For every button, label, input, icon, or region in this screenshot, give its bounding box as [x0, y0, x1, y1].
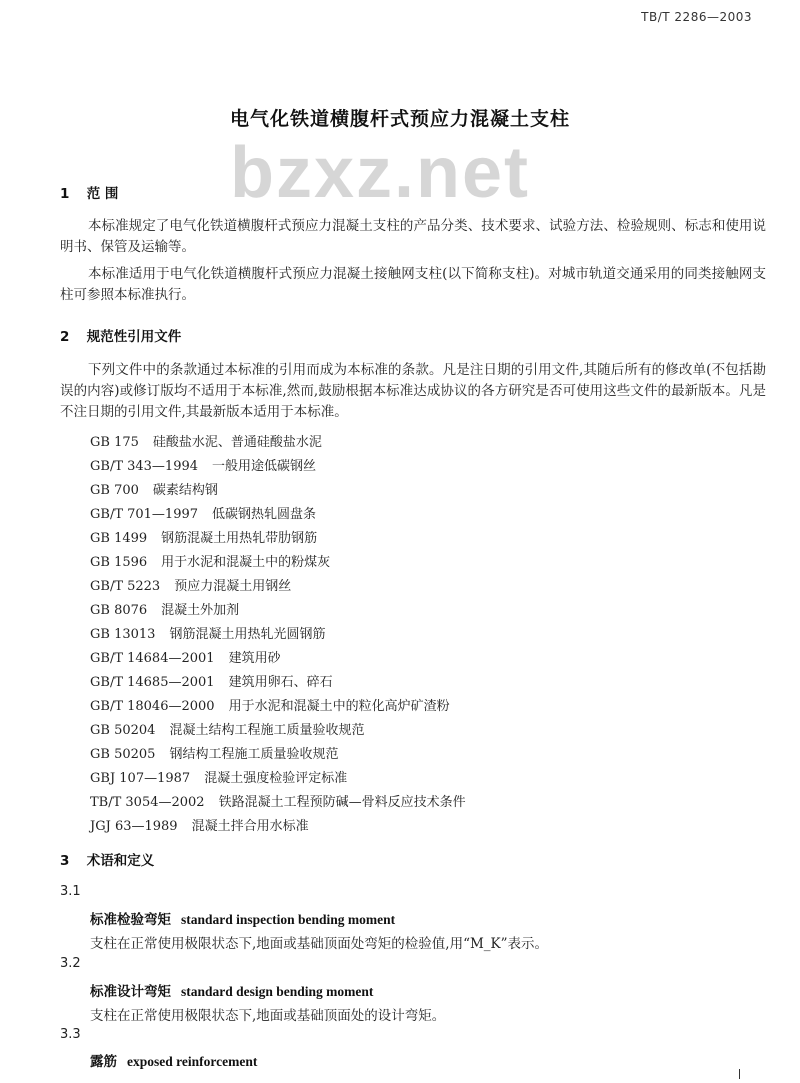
term-definition: 支柱在正常使用极限状态下,地面或基础顶面处弯矩的检验值,用“M_K”表示。	[90, 936, 549, 952]
section-number: 3	[60, 853, 70, 869]
reference-item	[90, 551, 330, 570]
reference-item	[90, 743, 338, 762]
standard-number: TB/T 2286—2003	[641, 10, 752, 24]
clause-number: 3.1	[60, 884, 81, 899]
section-number: 2	[60, 329, 70, 345]
reference-name: 预应力混凝土用钢丝	[174, 579, 292, 594]
term-zh: 标准设计弯矩	[90, 984, 171, 1000]
section-2-paragraph: 下列文件中的条款通过本标准的引用而成为本标准的条款。凡是注日期的引用文件,其随后所有的修改单(不包括勘误的内容)或修订版均不适用于本标准,然而,鼓励根据本标准达成协议的各方研究是否可使用这些文件的最新版本。凡是不注日期的引用文件,其最新版本适用于本标准。	[60, 362, 766, 420]
document-title: 电气化铁道横腹杆式预应力混凝土支柱	[229, 108, 570, 130]
reference-name: 混凝土外加剂	[161, 603, 240, 618]
reference-name: 混凝土结构工程施工质量验收规范	[169, 723, 365, 738]
section-title: 规范性引用文件	[86, 329, 182, 345]
term-zh: 露筋	[90, 1054, 117, 1070]
reference-code: JGJ 63—1989	[90, 819, 178, 834]
reference-code: GB 50204	[90, 723, 156, 738]
section-3-heading	[60, 849, 154, 869]
reference-code: GB 1499	[90, 531, 148, 546]
term-en: exposed reinforcement	[127, 1054, 258, 1069]
term-heading	[90, 1050, 257, 1070]
reference-name: 用于水泥和混凝土中的粒化高炉矿渣粉	[228, 699, 450, 714]
section-1-heading	[60, 182, 118, 202]
reference-item	[90, 671, 333, 690]
reference-item	[90, 815, 309, 834]
reference-item	[90, 623, 325, 642]
reference-item	[90, 527, 317, 546]
reference-code: GB 1596	[90, 555, 148, 570]
reference-name: 钢筋混凝土用热轧带肋钢筋	[161, 531, 318, 546]
clause-number: 3.3	[60, 1027, 81, 1042]
reference-code: GB 175	[90, 435, 139, 450]
reference-code: GBJ 107—1987	[90, 771, 191, 786]
reference-code: GB 50205	[90, 747, 156, 762]
section-title: 术语和定义	[86, 853, 155, 869]
term-heading	[90, 980, 373, 1000]
term-en: standard design bending moment	[181, 984, 374, 999]
term-en: standard inspection bending moment	[181, 912, 396, 927]
reference-code: GB/T 343—1994	[90, 459, 199, 474]
reference-item	[90, 479, 218, 498]
reference-item	[90, 431, 322, 450]
section-1-paragraph-1: 本标准规定了电气化铁道横腹杆式预应力混凝土支柱的产品分类、技术要求、试验方法、检验规则、标志和使用说明书、保管及运输等。	[60, 218, 766, 255]
reference-name: 铁路混凝土工程预防碱—骨料反应技术条件	[218, 795, 466, 810]
reference-item	[90, 791, 466, 810]
section-number: 1	[60, 186, 70, 202]
clause-number: 3.2	[60, 956, 81, 971]
reference-code: GB/T 701—1997	[90, 507, 199, 522]
term-heading	[90, 908, 395, 928]
reference-name: 钢结构工程施工质量验收规范	[169, 747, 339, 762]
reference-code: GB 8076	[90, 603, 148, 618]
reference-name: 建筑用砂	[228, 651, 281, 666]
reference-item	[90, 599, 239, 618]
section-1-paragraph-2: 本标准适用于电气化铁道横腹杆式预应力混凝土接触网支柱(以下简称支柱)。对城市轨道交通采用的同类接触网支柱可参照本标准执行。	[60, 266, 766, 303]
section-title: 范 围	[86, 186, 119, 202]
reference-code: GB/T 5223	[90, 579, 161, 594]
reference-code: GB 13013	[90, 627, 156, 642]
reference-name: 碳素结构钢	[152, 483, 218, 498]
reference-item	[90, 695, 450, 714]
reference-item	[90, 503, 316, 522]
page-corner-mark	[739, 1069, 740, 1079]
reference-code: GB/T 14684—2001	[90, 651, 215, 666]
reference-name: 用于水泥和混凝土中的粉煤灰	[161, 555, 331, 570]
reference-code: GB/T 18046—2000	[90, 699, 215, 714]
reference-item	[90, 719, 364, 738]
reference-name: 混凝土强度检验评定标准	[204, 771, 348, 786]
reference-item	[90, 575, 291, 594]
reference-name: 钢筋混凝土用热轧光圆钢筋	[169, 627, 326, 642]
reference-name: 低碳钢热轧圆盘条	[212, 507, 317, 522]
term-definition: 支柱在正常使用极限状态下,地面或基础顶面处的设计弯矩。	[90, 1008, 446, 1024]
watermark: bzxz.net	[229, 133, 531, 213]
term-zh: 标准检验弯矩	[90, 912, 171, 928]
reference-item	[90, 767, 347, 786]
reference-item	[90, 647, 281, 666]
reference-code: GB 700	[90, 483, 139, 498]
reference-name: 混凝土拌合用水标准	[191, 819, 309, 834]
reference-code: TB/T 3054—2002	[90, 795, 205, 810]
reference-code: GB/T 14685—2001	[90, 675, 215, 690]
reference-name: 建筑用卵石、碎石	[228, 675, 333, 690]
reference-name: 一般用途低碳钢丝	[212, 459, 317, 474]
reference-item	[90, 455, 316, 474]
section-2-heading	[60, 325, 181, 345]
reference-name: 硅酸盐水泥、普通硅酸盐水泥	[152, 435, 322, 450]
